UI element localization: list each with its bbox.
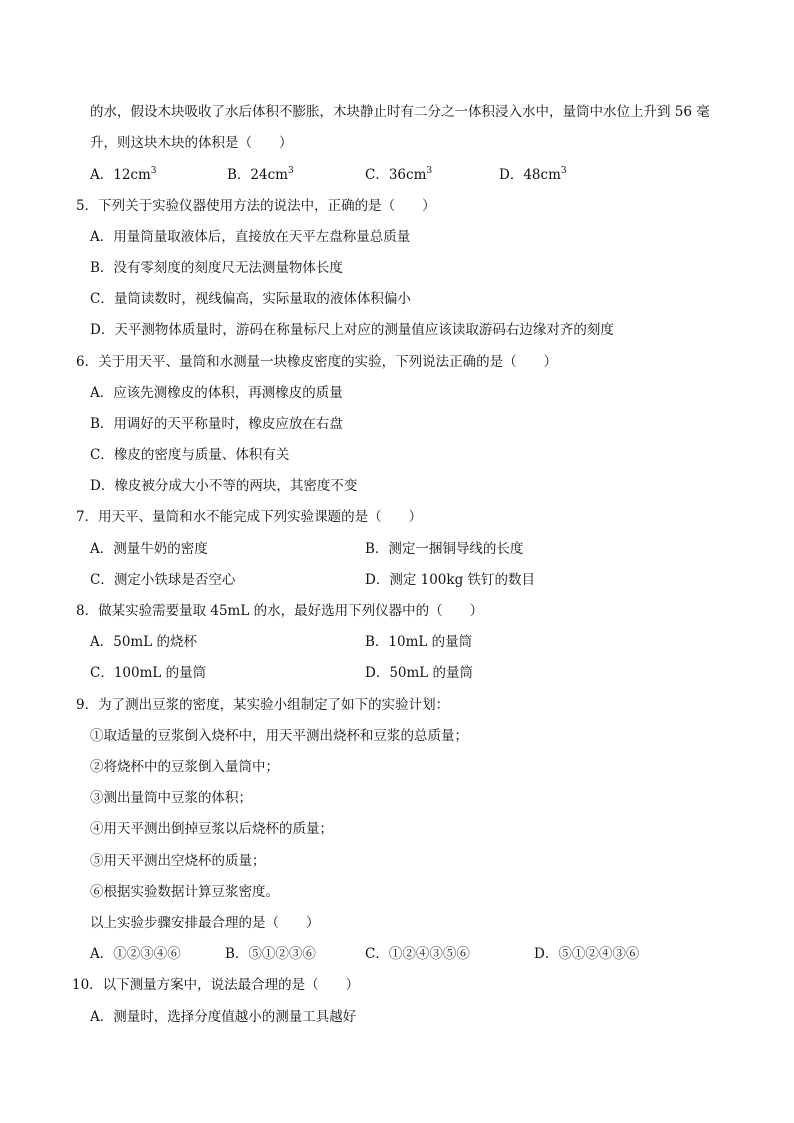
q4-stem-line2: 升，则这块木块的体积是（ ） [90, 135, 293, 151]
q5-option-d: D．天平测物体质量时，游码在称量标尺上对应的测量值应该读取游码右边缘对齐的刻度 [90, 322, 614, 338]
q4-stem-line1: 的水，假设木块吸收了水后体积不膨胀，木块静止时有二分之一体积浸入水中，量筒中水位上升到 56 毫 [90, 104, 710, 120]
q10-stem: 10．以下测量方案中，说法最合理的是（ ） [72, 977, 360, 993]
q9-step-3: ③测出量筒中豆浆的体积； [90, 790, 252, 806]
q9-option-c: C．①②④③⑤⑥ [365, 946, 470, 962]
q4-option-b: B．$24cm^3$ [227, 166, 294, 183]
q5-stem: 5．下列关于实验仪器使用方法的说法中，正确的是（ ） [76, 198, 436, 214]
q8-option-b: B．10mL 的量筒 [365, 634, 473, 650]
q4-option-c: C．$36cm^3$ [365, 166, 433, 183]
q9-step-5: ⑤用天平测出空烧杯的质量； [90, 853, 266, 869]
q5-option-c: C．量筒读数时，视线偏高，实际量取的液体体积偏小 [90, 291, 411, 307]
q9-step-2: ②将烧杯中的豆浆倒入量筒中； [90, 759, 279, 775]
q6-option-d: D．橡皮被分成大小不等的两块，其密度不变 [90, 478, 358, 494]
q7-option-a: A．测量牛奶的密度 [90, 541, 208, 557]
q6-option-b: B．用调好的天平称量时，橡皮应放在右盘 [90, 416, 343, 432]
q9-option-b: B．⑤①②③⑥ [225, 946, 316, 962]
q5-option-a: A．用量筒量取液体后，直接放在天平左盘称量总质量 [90, 229, 411, 245]
q6-option-c: C．橡皮的密度与质量、体积有关 [90, 447, 290, 463]
q9-option-a: A．①②③④⑥ [90, 946, 181, 962]
q6-option-a: A．应该先测橡皮的体积，再测橡皮的质量 [90, 385, 343, 401]
q9-question: 以上实验步骤安排最合理的是（ ） [90, 915, 320, 931]
q9-stem: 9．为了测出豆浆的密度，某实验小组制定了如下的实验计划： [76, 697, 450, 713]
q9-step-1: ①取适量的豆浆倒入烧杯中，用天平测出烧杯和豆浆的总质量； [90, 728, 468, 744]
q4-option-a: A．$12cm^3$ [90, 166, 157, 183]
q8-option-c: C．100mL 的量筒 [90, 665, 207, 681]
q7-option-b: B．测定一捆铜导线的长度 [365, 541, 524, 557]
q7-option-c: C．测定小铁球是否空心 [90, 572, 236, 588]
q5-option-b: B．没有零刻度的刻度尺无法测量物体长度 [90, 260, 343, 276]
q8-option-a: A．50mL 的烧杯 [90, 634, 197, 650]
q8-option-d: D．50mL 的量筒 [365, 665, 474, 681]
q9-step-6: ⑥根据实验数据计算豆浆密度。 [90, 884, 279, 900]
q4-option-d: D．$48cm^3$ [499, 166, 567, 183]
q7-stem: 7．用天平、量筒和水不能完成下列实验课题的是（ ） [76, 509, 423, 525]
q9-option-d: D．⑤①②④③⑥ [534, 946, 640, 962]
q8-stem: 8．做某实验需要量取 45mL 的水，最好选用下列仪器中的（ ） [76, 603, 484, 619]
q7-option-d: D．测定 100kg 铁钉的数目 [365, 572, 535, 588]
q6-stem: 6．关于用天平、量筒和水测量一块橡皮密度的实验，下列说法正确的是（ ） [76, 354, 558, 370]
q10-option-a: A．测量时，选择分度值越小的测量工具越好 [90, 1009, 357, 1025]
q9-step-4: ④用天平测出倒掉豆浆以后烧杯的质量； [90, 821, 333, 837]
